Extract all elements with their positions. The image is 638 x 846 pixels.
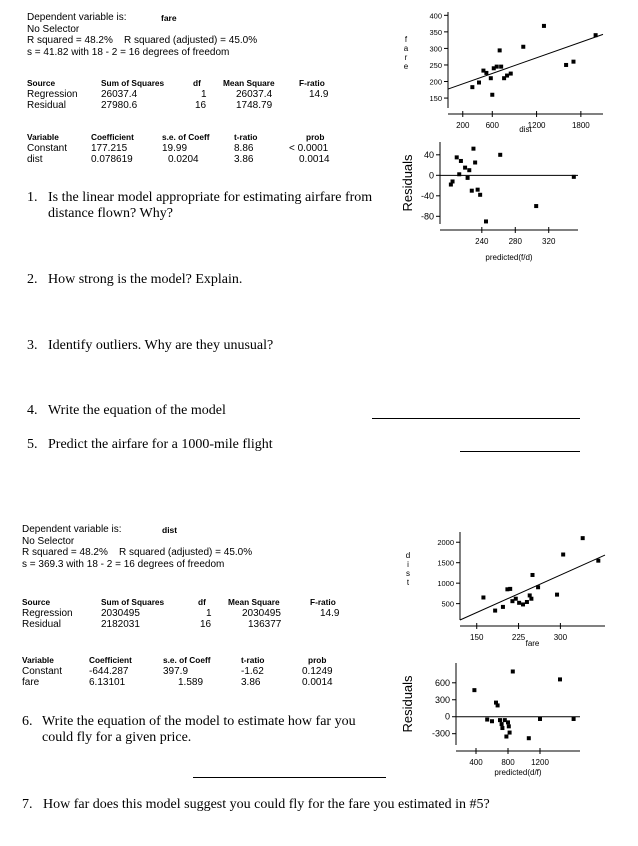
rsquared-line: R squared = 48.2% R squared (adjusted) = 45.0% <box>27 35 258 47</box>
data-point <box>471 147 475 151</box>
anova-header-df: df <box>193 78 201 88</box>
data-point <box>525 600 529 604</box>
data-point <box>470 189 474 193</box>
data-point <box>472 688 476 692</box>
data-point <box>521 602 525 606</box>
y-axis-label: Residuals <box>400 154 415 212</box>
data-point <box>478 193 482 197</box>
anova-cell: 14.9 <box>309 89 329 100</box>
anova-cell: 1 <box>201 89 207 100</box>
coef-cell: 8.86 <box>234 143 254 154</box>
data-point <box>484 219 488 223</box>
y-tick-label: -80 <box>420 211 434 222</box>
x-tick-label: 280 <box>508 237 522 246</box>
model1-coef-table <box>27 132 357 168</box>
regression-line <box>460 555 605 620</box>
data-point <box>572 175 576 179</box>
x-tick-label: 800 <box>501 758 515 767</box>
x-axis-label: predicted(f/d) <box>485 253 533 262</box>
data-point <box>493 609 497 613</box>
coef-header-prob: prob <box>308 655 327 665</box>
data-point <box>504 735 508 739</box>
data-point <box>498 48 502 52</box>
anova-cell: 1 <box>206 608 212 619</box>
y-axis-label-letter: a <box>403 44 409 53</box>
data-point <box>485 718 489 722</box>
coef-header-t: t-ratio <box>241 655 265 665</box>
coef-cell: 3.86 <box>241 677 261 688</box>
x-axis-label: dist <box>519 125 532 134</box>
question-7 <box>22 797 490 813</box>
data-point <box>571 60 575 64</box>
data-point <box>451 179 455 183</box>
coef-header-t: t-ratio <box>234 132 258 142</box>
question-4 <box>27 403 226 419</box>
y-axis-label-letter: f <box>404 35 408 44</box>
anova-cell: 26037.4 <box>101 89 138 100</box>
coef-header-prob: prob <box>306 132 325 142</box>
coef-header-coef: Coefficient <box>91 132 134 142</box>
data-point <box>467 168 471 172</box>
anova-cell: 2030495 <box>101 608 140 619</box>
data-point <box>455 155 459 159</box>
data-point <box>473 161 477 165</box>
y-tick-label: 250 <box>429 60 442 70</box>
coef-header-variable: Variable <box>27 132 59 142</box>
data-point <box>536 585 540 589</box>
y-tick-label: 150 <box>429 94 442 104</box>
data-point <box>555 593 559 597</box>
x-axis-label: predicted(d/f) <box>494 768 542 777</box>
y-axis-label-letter: i <box>407 560 409 569</box>
data-point <box>495 65 499 69</box>
data-point <box>484 71 488 75</box>
data-point <box>466 176 470 180</box>
coef-cell: 0.1249 <box>302 666 333 677</box>
dep-var-name: fare <box>161 13 177 23</box>
data-point <box>459 159 463 163</box>
coef-cell: -644.287 <box>89 666 129 677</box>
coef-cell: 0.0014 <box>302 677 333 688</box>
data-point <box>470 85 474 89</box>
data-point <box>542 24 546 28</box>
data-point <box>499 65 503 69</box>
coef-cell: 0.078619 <box>91 154 133 165</box>
anova-header-ss: Sum of Squares <box>101 597 165 607</box>
coef-cell: 177.215 <box>91 143 128 154</box>
y-tick-label: 1000 <box>437 579 454 589</box>
y-tick-label: 350 <box>429 27 442 37</box>
y-tick-label: 400 <box>429 11 442 21</box>
x-tick-label: 320 <box>542 237 556 246</box>
x-tick-label: 150 <box>470 633 484 642</box>
data-point <box>594 33 598 37</box>
answer-line-4[interactable] <box>372 418 580 419</box>
question-number: 1. <box>27 190 38 205</box>
anova-header-df: df <box>198 597 206 607</box>
y-tick-label: 0 <box>428 170 434 181</box>
anova-cell: Residual <box>27 100 66 111</box>
coef-header-coef: Coefficient <box>89 655 132 665</box>
y-tick-label: 600 <box>434 677 450 688</box>
data-point <box>596 559 600 563</box>
data-point <box>457 172 461 176</box>
anova-cell: 2182031 <box>101 619 140 630</box>
model1-anova-table <box>27 78 347 114</box>
coef-cell: Constant <box>22 666 63 677</box>
anova-header-ss: Sum of Squares <box>101 78 165 88</box>
data-point <box>561 553 565 557</box>
question-number: 2. <box>27 272 38 287</box>
x-tick-label: 400 <box>469 758 483 767</box>
question-number: 7. <box>22 797 33 812</box>
question-text: How strong is the model? Explain. <box>48 272 243 287</box>
data-point <box>508 587 512 591</box>
y-axis-label-letter: r <box>404 53 408 62</box>
question-1 <box>27 190 392 222</box>
coef-cell: 1.589 <box>178 677 204 688</box>
selector-line: No Selector <box>22 535 75 547</box>
scatter-dist-vs-fare <box>398 528 610 654</box>
s-line: s = 369.3 with 18 - 2 = 16 degrees of freedom <box>22 558 225 570</box>
question-text: Write the equation of the model to estimate how far you could fly for a given price. <box>42 714 356 745</box>
y-tick-label: 500 <box>441 599 454 609</box>
data-point <box>507 724 511 728</box>
data-point <box>477 81 481 85</box>
coef-cell: Constant <box>27 143 68 154</box>
anova-header-ms: Mean Square <box>228 597 280 607</box>
data-point <box>517 601 521 605</box>
x-tick-label: 1200 <box>531 758 549 767</box>
coef-cell: fare <box>22 677 40 688</box>
y-axis-label-letter: s <box>406 569 410 578</box>
question-6 <box>22 714 382 746</box>
x-tick-label: 1200 <box>527 121 546 130</box>
dep-var-name: dist <box>162 525 178 535</box>
answer-line-6[interactable] <box>193 777 386 778</box>
question-text: Identify outliers. Why are they unusual? <box>48 338 274 353</box>
anova-cell: 136377 <box>248 619 282 630</box>
x-tick-label: 240 <box>475 237 489 246</box>
y-tick-label: 200 <box>429 77 442 87</box>
data-point <box>527 736 531 740</box>
data-point <box>572 717 576 721</box>
question-5 <box>27 437 273 453</box>
y-tick-label: 40 <box>423 149 434 160</box>
coef-cell: 19.99 <box>162 143 188 154</box>
regression-line <box>448 34 603 89</box>
anova-cell: 26037.4 <box>236 89 273 100</box>
coef-cell: 0.0014 <box>299 154 330 165</box>
model2-output <box>22 524 252 570</box>
data-point <box>500 722 504 726</box>
x-tick-label: 1800 <box>571 121 590 130</box>
data-point <box>508 731 512 735</box>
data-point <box>531 573 535 577</box>
model1-dep-line <box>27 12 257 24</box>
question-number: 6. <box>22 714 33 729</box>
coef-cell: dist <box>27 154 43 165</box>
data-point <box>500 726 504 730</box>
rsquared-line: R squared = 48.2% R squared (adjusted) = 45.0% <box>22 547 253 559</box>
data-point <box>490 719 494 723</box>
data-point <box>538 717 542 721</box>
data-point <box>564 63 568 67</box>
anova-cell: Regression <box>22 608 73 619</box>
y-axis-label: Residuals <box>400 675 415 733</box>
data-point <box>529 597 533 601</box>
data-point <box>489 76 493 80</box>
coef-cell: 6.13101 <box>89 677 126 688</box>
question-number: 5. <box>27 437 38 452</box>
data-point <box>511 669 515 673</box>
x-tick-label: 200 <box>456 121 470 130</box>
coef-cell: 0.0204 <box>168 154 199 165</box>
data-point <box>509 72 513 76</box>
data-point <box>534 204 538 208</box>
dep-var-label: Dependent variable is: <box>27 12 127 23</box>
question-text: Predict the airfare for a 1000-mile flight <box>48 437 273 452</box>
coef-cell: -1.62 <box>241 666 264 677</box>
anova-cell: 16 <box>200 619 212 630</box>
residuals-plot-dist <box>400 655 585 785</box>
data-point <box>521 45 525 49</box>
data-point <box>490 93 494 97</box>
question-2 <box>27 272 242 288</box>
x-axis-label: fare <box>525 639 540 648</box>
data-point <box>506 720 510 724</box>
x-tick-label: 300 <box>553 633 568 642</box>
data-point <box>463 166 467 170</box>
residuals-plot-fare <box>400 138 580 266</box>
data-point <box>498 153 502 157</box>
coef-cell: < 0.0001 <box>289 143 329 154</box>
model2-dep-line <box>22 524 252 536</box>
question-number: 4. <box>27 403 38 418</box>
y-axis-label-letter: d <box>405 551 411 560</box>
anova-cell: 2030495 <box>242 608 281 619</box>
y-axis-label-letter: e <box>403 62 409 71</box>
coef-header-variable: Variable <box>22 655 54 665</box>
anova-cell: 27980.6 <box>101 100 138 111</box>
model2-coef-table <box>22 655 362 691</box>
model1-output <box>27 12 257 58</box>
y-tick-label: 2000 <box>437 538 454 548</box>
anova-cell: 14.9 <box>320 608 340 619</box>
x-tick-label: 225 <box>511 633 526 642</box>
y-tick-label: -300 <box>431 728 450 739</box>
answer-line-5[interactable] <box>460 451 580 452</box>
data-point <box>505 74 509 78</box>
question-3 <box>27 338 273 354</box>
anova-cell: Regression <box>27 89 78 100</box>
data-point <box>481 595 485 599</box>
data-point <box>498 718 502 722</box>
s-line: s = 41.82 with 18 - 2 = 16 degrees of freedom <box>27 46 230 58</box>
anova-header-f: F-ratio <box>299 78 325 88</box>
data-point <box>558 677 562 681</box>
question-text: Write the equation of the model <box>48 403 226 418</box>
question-text: How far does this model suggest you could fly for the fare you estimated in #5? <box>43 797 490 812</box>
y-axis-label-letter: t <box>406 578 410 587</box>
x-tick-label: 600 <box>485 121 499 130</box>
anova-cell: 16 <box>195 100 207 111</box>
coef-cell: 3.86 <box>234 154 254 165</box>
data-point <box>581 536 585 540</box>
y-tick-label: 0 <box>444 711 450 722</box>
anova-header-ms: Mean Square <box>223 78 275 88</box>
selector-line: No Selector <box>27 23 80 35</box>
y-tick-label: 300 <box>434 694 450 705</box>
dep-var-label: Dependent variable is: <box>22 524 122 535</box>
question-text: Is the linear model appropriate for estimating airfare from distance flown? Why? <box>48 190 373 221</box>
coef-header-se: s.e. of Coeff <box>162 132 210 142</box>
coef-header-se: s.e. of Coeff <box>163 655 211 665</box>
coef-cell: 397.9 <box>163 666 189 677</box>
anova-header-source: Source <box>27 78 56 88</box>
anova-cell: 1748.79 <box>236 100 273 111</box>
data-point <box>514 597 518 601</box>
data-point <box>476 188 480 192</box>
y-tick-label: -40 <box>420 190 434 201</box>
anova-header-source: Source <box>22 597 51 607</box>
anova-header-f: F-ratio <box>310 597 336 607</box>
y-tick-label: 1500 <box>437 558 454 568</box>
scatter-fare-vs-dist <box>398 8 610 136</box>
anova-cell: Residual <box>22 619 61 630</box>
question-number: 3. <box>27 338 38 353</box>
data-point <box>501 605 505 609</box>
data-point <box>496 703 500 707</box>
y-tick-label: 300 <box>429 44 442 54</box>
model2-anova-table <box>22 597 352 633</box>
